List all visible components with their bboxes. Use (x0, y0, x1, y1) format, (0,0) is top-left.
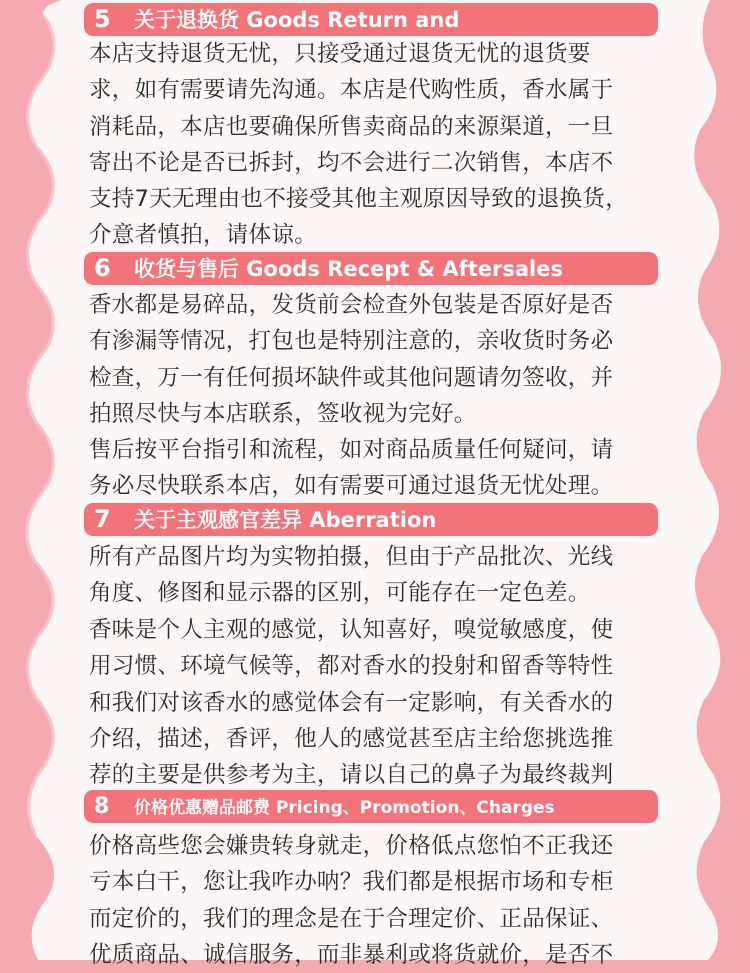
section-header-aftersales (84, 252, 658, 285)
section-header-pricing (84, 790, 658, 823)
section-paragraph: 香水都是易碎品，发货前会检查外包装是否原好是否 有渗漏等情况，打包也是特别注意的，亲收货时务必 检查，万一有任何损坏缺件或其他问题请勿签收，并 拍照尽快与本店联系，签收视为完好。 (89, 292, 614, 427)
section-header-aberration (84, 503, 658, 536)
section-number: 6 (94, 254, 111, 282)
section-header-return (84, 3, 658, 36)
section-title: 价格优惠赠品邮费 Pricing、Promotion、Charges (134, 798, 555, 818)
section-number: 8 (94, 794, 110, 819)
section-title: 关于退换货 Goods Return and (134, 8, 460, 32)
section-paragraph: 本店支持退货无忧，只接受通过退货无忧的退货要 求，如有需要请先沟通。本店是代购性质，香水属于 消耗品，本店也要确保所售卖商品的来源渠道，一旦 寄出不论是否已拆封，均不会进行二次销售，本店不 支持7天无理由也不接受其他主观原因导致的退换货， 介意者慎拍，请体谅。 (89, 41, 629, 249)
section-paragraph: 香味是个人主观的感觉，认知喜好，嗅觉敏感度，使 用习惯、环境气候等，都对香水的投射和留香等特性 和我们对该香水的感觉体会有一定影响，有关香水的 介绍，描述，香评，他人的感觉甚至店主给您挑选推 荐的主要是供参考为主，请以自己的鼻子为最终裁判 (89, 617, 614, 789)
section-paragraph: 售后按平台指引和流程，如对商品质量任何疑问，请 务必尽快联系本店，如有需要可通过退货无忧处理。 (89, 437, 614, 500)
section-number: 7 (94, 505, 111, 533)
section-title: 收货与售后 Goods Recept & Aftersales (134, 257, 563, 281)
section-title: 关于主观感官差异 Aberration (134, 508, 437, 532)
section-paragraph: 价格高些您会嫌贵转身就走，价格低点您怕不正我还 亏本白干，您让我咋办呐？我们都是根据市场和专柜 而定价的，我们的理念是在于合理定价、正品保证、 优质商品、诚信服务，而非暴利或将货就价，是否不 (89, 833, 614, 968)
section-number: 5 (94, 5, 111, 33)
section-paragraph: 所有产品图片均为实物拍摄，但由于产品批次、光线 角度、修图和显示器的区别，可能存在一定色差。 (89, 544, 614, 607)
